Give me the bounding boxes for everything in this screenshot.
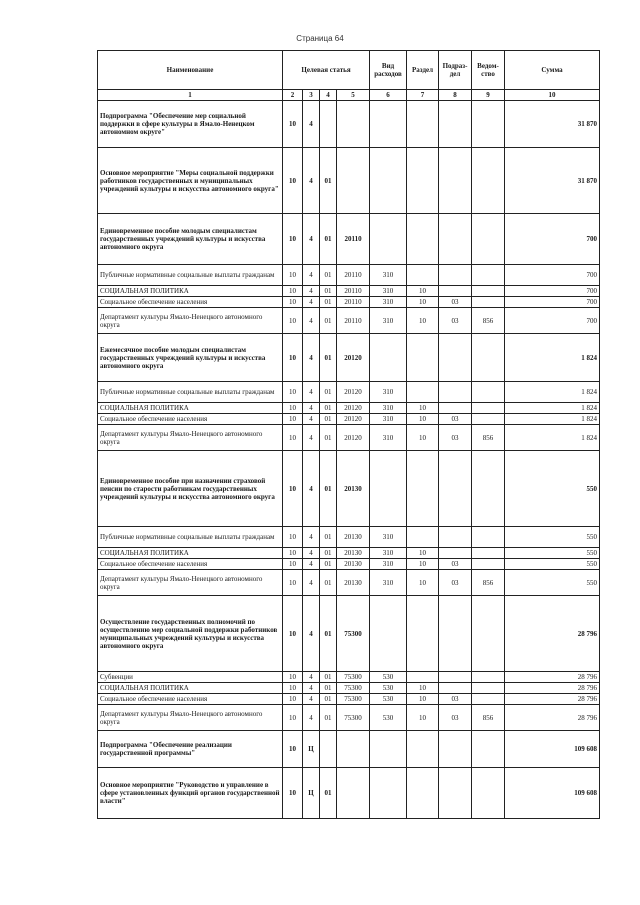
target-code-event-cell: 01 <box>320 451 337 527</box>
sum-cell: 700 <box>505 286 600 297</box>
table-row <box>98 382 600 403</box>
expense-type-cell: 310 <box>370 548 407 559</box>
target-code-event-cell: 01 <box>320 683 337 694</box>
target-code-event-cell: 01 <box>320 148 337 214</box>
target-code-direction-cell: 75300 <box>337 694 370 705</box>
expense-type-cell: 310 <box>370 403 407 414</box>
target-code-subprogram-cell: 4 <box>303 559 320 570</box>
target-code-subprogram-cell: 4 <box>303 334 320 382</box>
target-code-event-cell: 01 <box>320 297 337 308</box>
target-code-program-cell: 10 <box>283 403 303 414</box>
row-name-cell: Единовременное пособие при назначении страховой пенсии по старости работникам государственных учреждений культуры и искусства автономного округа <box>98 451 283 527</box>
department-code-cell <box>472 297 505 308</box>
target-code-event-cell: 01 <box>320 527 337 548</box>
header-expense-type: Вид расходов <box>370 51 407 90</box>
sum-cell: 1 824 <box>505 414 600 425</box>
sum-cell: 700 <box>505 297 600 308</box>
section-cell: 10 <box>407 694 439 705</box>
subsection-cell <box>439 334 472 382</box>
target-code-program-cell: 10 <box>283 334 303 382</box>
target-code-direction-cell: 20120 <box>337 334 370 382</box>
expense-type-cell: 310 <box>370 286 407 297</box>
department-code-cell: 856 <box>472 425 505 451</box>
target-code-direction-cell: 75300 <box>337 705 370 731</box>
section-cell: 10 <box>407 559 439 570</box>
target-code-program-cell: 10 <box>283 527 303 548</box>
department-code-cell <box>472 768 505 819</box>
target-code-direction-cell <box>337 148 370 214</box>
department-code-cell <box>472 265 505 286</box>
sum-cell: 550 <box>505 527 600 548</box>
row-name-cell: Департамент культуры Ямало-Ненецкого автономного округа <box>98 308 283 334</box>
subsection-cell <box>439 683 472 694</box>
target-code-direction-cell: 75300 <box>337 683 370 694</box>
sum-cell: 28 796 <box>505 705 600 731</box>
sum-cell: 109 608 <box>505 731 600 768</box>
target-code-event-cell: 01 <box>320 382 337 403</box>
target-code-program-cell: 10 <box>283 101 303 148</box>
department-code-cell <box>472 286 505 297</box>
section-cell: 10 <box>407 308 439 334</box>
target-code-program-cell: 10 <box>283 559 303 570</box>
expense-type-cell: 310 <box>370 265 407 286</box>
table-row <box>98 527 600 548</box>
subsection-cell <box>439 672 472 683</box>
subsection-cell <box>439 214 472 265</box>
target-code-direction-cell: 20110 <box>337 286 370 297</box>
expense-type-cell: 310 <box>370 308 407 334</box>
row-name-cell: Департамент культуры Ямало-Ненецкого автономного округа <box>98 570 283 596</box>
target-code-event-cell: 01 <box>320 414 337 425</box>
row-name-cell: Подпрограмма "Обеспечение реализации государственной программы" <box>98 731 283 768</box>
subsection-cell <box>439 286 472 297</box>
target-code-event-cell: 01 <box>320 308 337 334</box>
expense-type-cell <box>370 596 407 672</box>
table-row <box>98 148 600 214</box>
col-number: 1 <box>98 90 283 101</box>
target-code-subprogram-cell: 4 <box>303 425 320 451</box>
row-name-cell: СОЦИАЛЬНАЯ ПОЛИТИКА <box>98 548 283 559</box>
row-name-cell: Публичные нормативные социальные выплаты гражданам <box>98 527 283 548</box>
row-name-cell: Департамент культуры Ямало-Ненецкого автономного округа <box>98 705 283 731</box>
row-name-cell: Осуществление государственных полномочий по осуществлению мер социальной поддержки работников муниципальных учреждений культуры и искусства автономного округа <box>98 596 283 672</box>
subsection-cell <box>439 382 472 403</box>
target-code-subprogram-cell: 4 <box>303 414 320 425</box>
target-code-subprogram-cell: 4 <box>303 308 320 334</box>
section-cell <box>407 731 439 768</box>
target-code-direction-cell: 20130 <box>337 548 370 559</box>
target-code-direction-cell: 20120 <box>337 425 370 451</box>
target-code-direction-cell: 20120 <box>337 382 370 403</box>
row-name-cell: Основное мероприятие "Руководство и управление в сфере установленных функций органов государственной власти" <box>98 768 283 819</box>
section-cell <box>407 382 439 403</box>
sum-cell: 31 870 <box>505 101 600 148</box>
row-name-cell: Подпрограмма "Обеспечение мер социальной поддержки в сфере культуры в Ямало-Ненецком автономном округе" <box>98 101 283 148</box>
sum-cell: 1 824 <box>505 403 600 414</box>
expense-type-cell: 530 <box>370 694 407 705</box>
target-code-program-cell: 10 <box>283 768 303 819</box>
header-name: Наименование <box>98 51 283 90</box>
row-name-cell: Социальное обеспечение населения <box>98 297 283 308</box>
target-code-subprogram-cell: 4 <box>303 527 320 548</box>
section-cell <box>407 265 439 286</box>
target-code-event-cell: 01 <box>320 705 337 731</box>
subsection-cell <box>439 731 472 768</box>
sum-cell: 550 <box>505 570 600 596</box>
department-code-cell <box>472 403 505 414</box>
col-number: 2 <box>283 90 303 101</box>
section-cell: 10 <box>407 705 439 731</box>
target-code-program-cell: 10 <box>283 548 303 559</box>
target-code-direction-cell <box>337 101 370 148</box>
row-name-cell: СОЦИАЛЬНАЯ ПОЛИТИКА <box>98 683 283 694</box>
sum-cell: 700 <box>505 308 600 334</box>
table-row <box>98 265 600 286</box>
col-number: 6 <box>370 90 407 101</box>
row-name-cell: Публичные нормативные социальные выплаты гражданам <box>98 265 283 286</box>
department-code-cell: 856 <box>472 570 505 596</box>
target-code-subprogram-cell: 4 <box>303 403 320 414</box>
target-code-direction-cell: 20130 <box>337 570 370 596</box>
department-code-cell <box>472 548 505 559</box>
subsection-cell: 03 <box>439 559 472 570</box>
sum-cell: 550 <box>505 451 600 527</box>
column-number-row <box>98 90 600 101</box>
subsection-cell: 03 <box>439 570 472 596</box>
section-cell <box>407 214 439 265</box>
sum-cell: 550 <box>505 559 600 570</box>
expense-type-cell: 310 <box>370 297 407 308</box>
header-sum: Сумма <box>505 51 600 90</box>
department-code-cell <box>472 559 505 570</box>
target-code-subprogram-cell: 4 <box>303 214 320 265</box>
budget-table <box>97 50 600 819</box>
target-code-direction-cell: 20120 <box>337 414 370 425</box>
target-code-event-cell: 01 <box>320 570 337 596</box>
target-code-direction-cell: 20130 <box>337 527 370 548</box>
col-number: 3 <box>303 90 320 101</box>
sum-cell: 1 824 <box>505 425 600 451</box>
table-row <box>98 451 600 527</box>
subsection-cell <box>439 403 472 414</box>
table-row <box>98 672 600 683</box>
expense-type-cell <box>370 334 407 382</box>
table-row <box>98 414 600 425</box>
target-code-subprogram-cell: Ц <box>303 768 320 819</box>
sum-cell: 700 <box>505 265 600 286</box>
target-code-direction-cell: 20110 <box>337 214 370 265</box>
department-code-cell <box>472 101 505 148</box>
department-code-cell <box>472 214 505 265</box>
row-name-cell: Социальное обеспечение населения <box>98 414 283 425</box>
sum-cell: 109 608 <box>505 768 600 819</box>
col-number: 8 <box>439 90 472 101</box>
section-cell: 10 <box>407 414 439 425</box>
sum-cell: 1 824 <box>505 334 600 382</box>
target-code-program-cell: 10 <box>283 308 303 334</box>
target-code-subprogram-cell: 4 <box>303 705 320 731</box>
expense-type-cell: 530 <box>370 705 407 731</box>
target-code-program-cell: 10 <box>283 414 303 425</box>
table-row <box>98 334 600 382</box>
target-code-event-cell: 01 <box>320 265 337 286</box>
target-code-event-cell: 01 <box>320 425 337 451</box>
department-code-cell <box>472 334 505 382</box>
sum-cell: 1 824 <box>505 382 600 403</box>
subsection-cell: 03 <box>439 414 472 425</box>
target-code-program-cell: 10 <box>283 731 303 768</box>
expense-type-cell <box>370 731 407 768</box>
section-cell: 10 <box>407 683 439 694</box>
subsection-cell: 03 <box>439 694 472 705</box>
target-code-direction-cell: 20130 <box>337 451 370 527</box>
target-code-subprogram-cell: 4 <box>303 148 320 214</box>
expense-type-cell: 310 <box>370 425 407 451</box>
target-code-subprogram-cell: 4 <box>303 265 320 286</box>
expense-type-cell: 310 <box>370 414 407 425</box>
table-row <box>98 297 600 308</box>
target-code-direction-cell: 20110 <box>337 265 370 286</box>
sum-cell: 28 796 <box>505 596 600 672</box>
row-name-cell: Социальное обеспечение населения <box>98 694 283 705</box>
expense-type-cell <box>370 214 407 265</box>
subsection-cell <box>439 148 472 214</box>
target-code-event-cell: 01 <box>320 214 337 265</box>
department-code-cell <box>472 451 505 527</box>
target-code-event-cell: 01 <box>320 596 337 672</box>
expense-type-cell: 310 <box>370 527 407 548</box>
target-code-direction-cell: 20110 <box>337 308 370 334</box>
row-name-cell: СОЦИАЛЬНАЯ ПОЛИТИКА <box>98 403 283 414</box>
row-name-cell: Субвенции <box>98 672 283 683</box>
department-code-cell <box>472 527 505 548</box>
target-code-program-cell: 10 <box>283 214 303 265</box>
table-row <box>98 694 600 705</box>
target-code-direction-cell: 75300 <box>337 672 370 683</box>
expense-type-cell: 310 <box>370 559 407 570</box>
section-cell <box>407 451 439 527</box>
subsection-cell: 03 <box>439 308 472 334</box>
target-code-event-cell: 01 <box>320 672 337 683</box>
table-row <box>98 403 600 414</box>
target-code-subprogram-cell: 4 <box>303 570 320 596</box>
target-code-event-cell: 01 <box>320 768 337 819</box>
target-code-program-cell: 10 <box>283 705 303 731</box>
row-name-cell: Основное мероприятие "Меры социальной поддержки работников государственных и муниципальных учреждений культуры и искусства автономного округа" <box>98 148 283 214</box>
expense-type-cell <box>370 451 407 527</box>
expense-type-cell: 310 <box>370 570 407 596</box>
section-cell: 10 <box>407 297 439 308</box>
department-code-cell <box>472 596 505 672</box>
department-code-cell <box>472 694 505 705</box>
target-code-direction-cell: 75300 <box>337 596 370 672</box>
section-cell: 10 <box>407 570 439 596</box>
section-cell: 10 <box>407 548 439 559</box>
department-code-cell <box>472 414 505 425</box>
table-row <box>98 731 600 768</box>
sum-cell: 550 <box>505 548 600 559</box>
target-code-direction-cell: 20120 <box>337 403 370 414</box>
row-name-cell: Публичные нормативные социальные выплаты гражданам <box>98 382 283 403</box>
sum-cell: 28 796 <box>505 672 600 683</box>
section-cell <box>407 101 439 148</box>
target-code-subprogram-cell: Ц <box>303 731 320 768</box>
table-row <box>98 683 600 694</box>
subsection-cell <box>439 101 472 148</box>
section-cell <box>407 768 439 819</box>
target-code-subprogram-cell: 4 <box>303 451 320 527</box>
table-row <box>98 596 600 672</box>
subsection-cell: 03 <box>439 425 472 451</box>
table-row <box>98 570 600 596</box>
subsection-cell: 03 <box>439 705 472 731</box>
target-code-event-cell: 01 <box>320 403 337 414</box>
sum-cell: 28 796 <box>505 683 600 694</box>
col-number: 7 <box>407 90 439 101</box>
section-cell: 10 <box>407 286 439 297</box>
target-code-subprogram-cell: 4 <box>303 672 320 683</box>
table-row <box>98 559 600 570</box>
col-number: 4 <box>320 90 337 101</box>
section-cell: 10 <box>407 425 439 451</box>
target-code-program-cell: 10 <box>283 382 303 403</box>
row-name-cell: Департамент культуры Ямало-Ненецкого автономного округа <box>98 425 283 451</box>
target-code-event-cell: 01 <box>320 694 337 705</box>
expense-type-cell: 530 <box>370 683 407 694</box>
header-subsection: Подраз-дел <box>439 51 472 90</box>
table-row <box>98 548 600 559</box>
target-code-program-cell: 10 <box>283 297 303 308</box>
target-code-subprogram-cell: 4 <box>303 596 320 672</box>
target-code-event-cell: 01 <box>320 334 337 382</box>
department-code-cell <box>472 672 505 683</box>
subsection-cell <box>439 768 472 819</box>
target-code-direction-cell: 20110 <box>337 297 370 308</box>
table-row <box>98 308 600 334</box>
subsection-cell <box>439 265 472 286</box>
target-code-subprogram-cell: 4 <box>303 694 320 705</box>
col-number: 9 <box>472 90 505 101</box>
expense-type-cell <box>370 768 407 819</box>
department-code-cell: 856 <box>472 705 505 731</box>
target-code-event-cell <box>320 101 337 148</box>
row-name-cell: СОЦИАЛЬНАЯ ПОЛИТИКА <box>98 286 283 297</box>
row-name-cell: Ежемесячное пособие молодым специалистам государственных учреждений культуры и искусства автономного округа <box>98 334 283 382</box>
target-code-direction-cell <box>337 768 370 819</box>
department-code-cell <box>472 148 505 214</box>
header-section: Раздел <box>407 51 439 90</box>
target-code-direction-cell: 20130 <box>337 559 370 570</box>
sum-cell: 31 870 <box>505 148 600 214</box>
target-code-subprogram-cell: 4 <box>303 548 320 559</box>
department-code-cell: 856 <box>472 308 505 334</box>
target-code-program-cell: 10 <box>283 451 303 527</box>
target-code-subprogram-cell: 4 <box>303 297 320 308</box>
target-code-program-cell: 10 <box>283 694 303 705</box>
target-code-program-cell: 10 <box>283 683 303 694</box>
table-row <box>98 101 600 148</box>
target-code-program-cell: 10 <box>283 286 303 297</box>
sum-cell: 700 <box>505 214 600 265</box>
target-code-event-cell: 01 <box>320 286 337 297</box>
row-name-cell: Социальное обеспечение населения <box>98 559 283 570</box>
target-code-program-cell: 10 <box>283 596 303 672</box>
subsection-cell <box>439 548 472 559</box>
table-row <box>98 705 600 731</box>
section-cell <box>407 527 439 548</box>
table-row <box>98 768 600 819</box>
header-row <box>98 51 600 90</box>
expense-type-cell: 530 <box>370 672 407 683</box>
target-code-event-cell: 01 <box>320 548 337 559</box>
table-row <box>98 286 600 297</box>
table-row <box>98 425 600 451</box>
subsection-cell: 03 <box>439 297 472 308</box>
target-code-subprogram-cell: 4 <box>303 101 320 148</box>
sum-cell: 28 796 <box>505 694 600 705</box>
target-code-program-cell: 10 <box>283 265 303 286</box>
row-name-cell: Единовременное пособие молодым специалистам государственных учреждений культуры и искусства автономного округа <box>98 214 283 265</box>
section-cell <box>407 148 439 214</box>
table-body <box>98 101 600 819</box>
target-code-program-cell: 10 <box>283 148 303 214</box>
header-target-article: Целевая статья <box>283 51 370 90</box>
table-row <box>98 214 600 265</box>
target-code-program-cell: 10 <box>283 570 303 596</box>
col-number: 5 <box>337 90 370 101</box>
department-code-cell <box>472 683 505 694</box>
expense-type-cell <box>370 101 407 148</box>
department-code-cell <box>472 382 505 403</box>
col-number: 10 <box>505 90 600 101</box>
expense-type-cell: 310 <box>370 382 407 403</box>
subsection-cell <box>439 596 472 672</box>
section-cell <box>407 596 439 672</box>
target-code-subprogram-cell: 4 <box>303 683 320 694</box>
section-cell <box>407 334 439 382</box>
section-cell: 10 <box>407 403 439 414</box>
target-code-event-cell <box>320 731 337 768</box>
target-code-direction-cell <box>337 731 370 768</box>
header-department: Ведом-ство <box>472 51 505 90</box>
page-number-label: Страница 64 <box>296 34 344 43</box>
subsection-cell <box>439 451 472 527</box>
target-code-program-cell: 10 <box>283 425 303 451</box>
subsection-cell <box>439 527 472 548</box>
target-code-subprogram-cell: 4 <box>303 382 320 403</box>
target-code-subprogram-cell: 4 <box>303 286 320 297</box>
department-code-cell <box>472 731 505 768</box>
section-cell <box>407 672 439 683</box>
target-code-program-cell: 10 <box>283 672 303 683</box>
target-code-event-cell: 01 <box>320 559 337 570</box>
expense-type-cell <box>370 148 407 214</box>
